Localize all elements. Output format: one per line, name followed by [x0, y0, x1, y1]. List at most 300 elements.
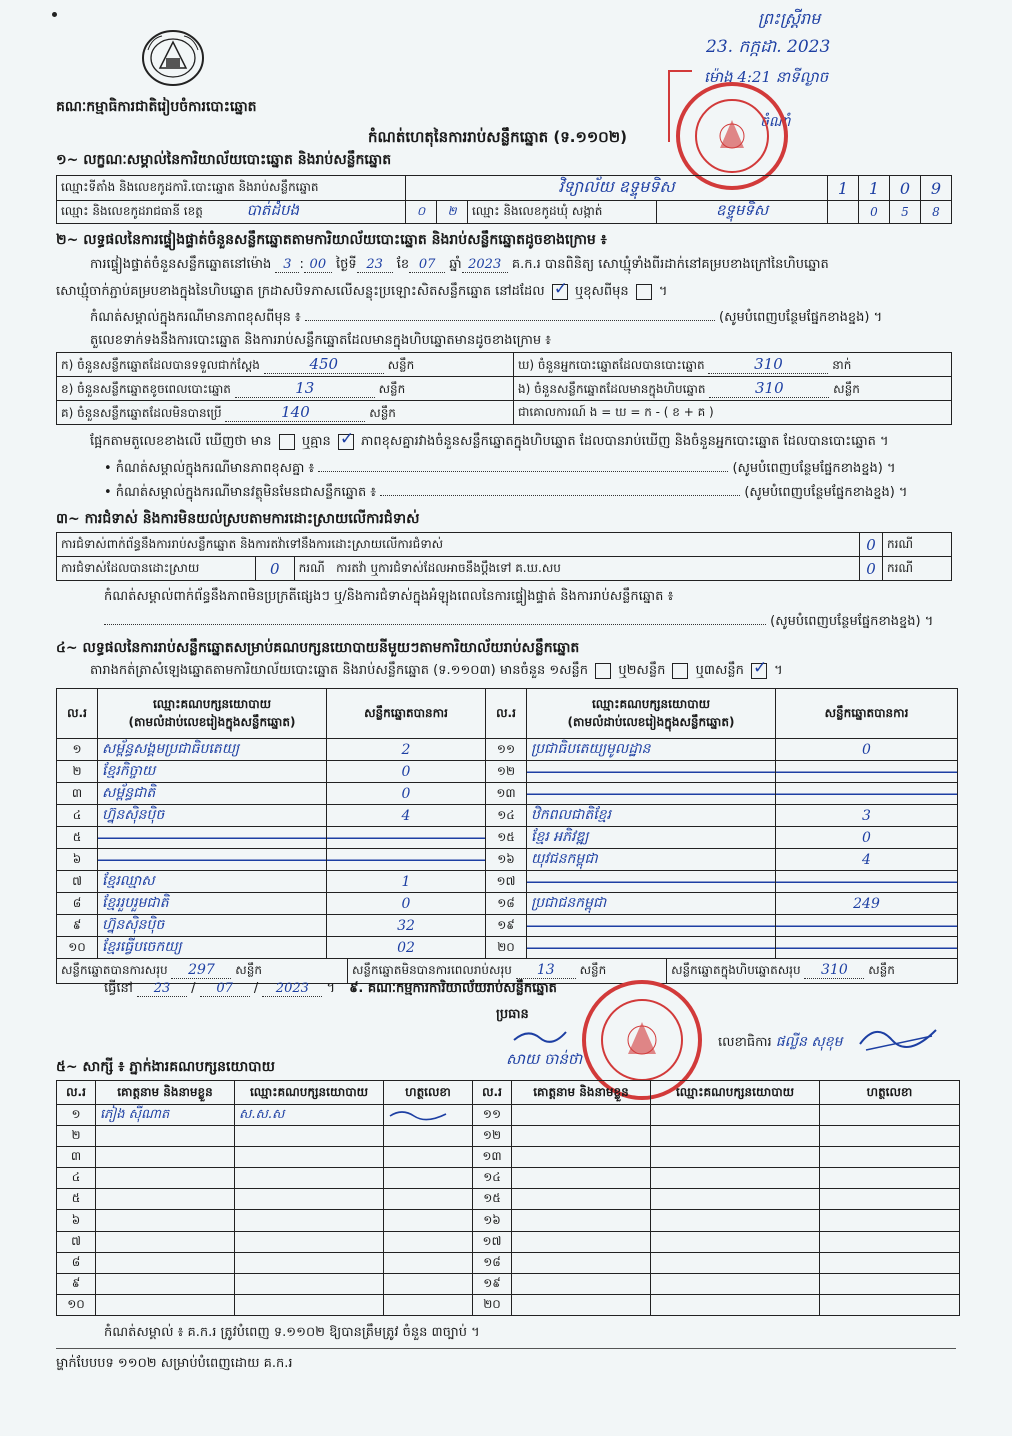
witness-left-party — [235, 1126, 384, 1147]
tally-gh — [514, 353, 952, 377]
results-right-no: ១៤ — [486, 805, 527, 827]
results-row — [57, 805, 958, 827]
results-right-no: ១២ — [486, 761, 527, 783]
hw-name-top: ចំណាំ — [760, 114, 791, 130]
objection-r1-unit: ករណី — [883, 533, 952, 557]
results-right-no: ១៩ — [486, 915, 527, 937]
results-left-votes: 1 — [327, 871, 486, 893]
results-col-party-left — [98, 689, 327, 739]
witness-col-name-right: គោត្តនាម និងនាមខ្លួន — [512, 1081, 651, 1105]
results-party-title-right: ឈ្មោះគណបក្សនយោបាយ — [591, 696, 711, 711]
witness-right-sign — [820, 1252, 960, 1273]
ng-value: 310 — [709, 379, 829, 398]
tally-kh — [57, 377, 514, 401]
results-right-votes — [776, 761, 958, 783]
p1-text-b: គ.ក.រ បានពិនិត្យ សោឃ្មុំទាំងពីរដាក់នៅគម្របខាងក្រៅនៃហិបឆ្នោត — [511, 257, 829, 272]
section1-table — [56, 175, 952, 224]
results-left-votes: 32 — [327, 915, 486, 937]
witness-left-no: ៧ — [57, 1231, 96, 1252]
results-right-party: ប្រជាជនកម្ពុជា — [527, 893, 776, 915]
results-left-party: សម្ព័ន្ធសង្គមប្រជាធិបតេយ្យ — [98, 739, 327, 761]
results-left-party: ខ្មែររួបរួមជាតិ — [98, 893, 327, 915]
province-code-1: ០ — [406, 201, 437, 224]
witness-left-sign — [384, 1105, 473, 1126]
witness-right-sign — [820, 1210, 960, 1231]
tally-ko — [57, 401, 514, 425]
witness-row — [57, 1294, 960, 1315]
year-value: 2023 — [462, 257, 508, 273]
commune-code-3: 8 — [921, 201, 952, 224]
witness-col-party-right: ឈ្មោះគណបក្សនយោបាយ — [651, 1081, 820, 1105]
results-left-votes — [327, 827, 486, 849]
witness-left-name — [96, 1252, 235, 1273]
province-code-2: ២ — [437, 201, 468, 224]
results-left-no: ៨ — [57, 893, 98, 915]
witness-left-name — [96, 1147, 235, 1168]
results-left-votes: 2 — [327, 739, 486, 761]
hw-time-top: ម៉ោង 4:21 នាទីល្ងាច — [704, 68, 829, 86]
kh-unit: សន្លឹក — [378, 381, 406, 396]
results-left-party: ខ្មែរកិច្ចាយ — [98, 761, 327, 783]
section3-note — [104, 588, 960, 607]
results-left-party: ហ្វ៊ុនស៊ិនប៉ិច — [98, 805, 327, 827]
objection-r2-value: 0 — [256, 557, 295, 581]
witness-left-no: ៥ — [57, 1189, 96, 1210]
venue-value: វិទ្យាល័យ ឧទ្ទុមទិស — [406, 176, 828, 201]
witness-left-no: ៩ — [57, 1273, 96, 1294]
witness-left-party — [235, 1252, 384, 1273]
total-box — [667, 959, 957, 983]
org-name: គណៈកម្មាធិការជាតិរៀបចំការបោះឆ្នោត — [56, 99, 257, 115]
results-right-party: ឋិកពលជាតិខ្មែរ — [527, 805, 776, 827]
witness-left-sign — [384, 1126, 473, 1147]
witness-signature — [388, 1106, 448, 1122]
witness-row — [57, 1168, 960, 1189]
witness-right-party — [651, 1231, 820, 1252]
witness-left-sign — [384, 1147, 473, 1168]
witness-right-sign — [820, 1231, 960, 1252]
section4-title: ៤~ លទ្ធផលនៃការរាប់សន្លឹកឆ្នោតសម្រាប់គណបក្សនយោបាយនីមួយៗតាមការិយាល័យរាប់សន្លឹកឆ្នោត — [56, 640, 580, 656]
ko-unit: សន្លឹក — [369, 405, 396, 420]
day-label: ថ្ងៃទី — [335, 257, 357, 272]
commune-label: ឈ្មោះ និងលេខកូដឃុំ សង្កាត់ — [468, 201, 657, 224]
results-left-no: ៤ — [57, 805, 98, 827]
results-row — [57, 783, 958, 805]
p3-text: កំណត់សម្គាល់ក្នុងករណីមានភាពខុសពីមុន ៖ — [90, 310, 301, 325]
hw-date-top: 23. កក្កដា. 2023 — [706, 37, 831, 57]
witness-right-no: ១២ — [473, 1126, 512, 1147]
b2-please-fill: (សូមបំពេញបន្ថែមផ្នែកខាងខ្នង) ។ — [744, 485, 908, 500]
witness-right-name — [512, 1168, 651, 1189]
sheet-2-checkbox[interactable] — [672, 663, 688, 679]
witness-right-name — [512, 1147, 651, 1168]
gh-unit: នាក់ — [832, 357, 852, 372]
witness-right-name — [512, 1294, 651, 1315]
ng-unit: សន្លឹក — [833, 381, 860, 396]
president-label: ប្រធាន — [496, 1007, 529, 1022]
witness-left-sign — [384, 1294, 473, 1315]
witness-right-name — [512, 1210, 651, 1231]
venue-label: ឈ្មោះទីតាំង និងលេខកូដការិ.បោះឆ្នោត និងរាប់សន្លឹកឆ្នោត — [57, 176, 406, 201]
witness-right-name — [512, 1105, 651, 1126]
kh-value: 13 — [235, 379, 375, 398]
has-difference-checkbox[interactable] — [279, 434, 295, 450]
results-row — [57, 937, 958, 959]
witness-right-party — [651, 1105, 820, 1126]
results-party-title-left: ឈ្មោះគណបក្សនយោបាយ — [152, 696, 272, 711]
k-unit: សន្លឹក — [387, 357, 415, 372]
witness-right-party — [651, 1273, 820, 1294]
witness-right-sign — [820, 1126, 960, 1147]
witness-right-party — [651, 1294, 820, 1315]
gh-value: 310 — [708, 355, 828, 374]
results-right-party — [527, 915, 776, 937]
section2-p5 — [90, 433, 960, 452]
witness-left-party — [235, 1231, 384, 1252]
witness-right-party — [651, 1126, 820, 1147]
results-row — [57, 739, 958, 761]
results-left-no: ៣ — [57, 783, 98, 805]
b2-text: • កំណត់សម្គាល់ក្នុងករណីមានវត្ថុមិនមែនជាសន្លឹកឆ្នោត ៖ — [104, 485, 377, 500]
venue-code-1: 1 — [828, 176, 859, 201]
results-right-votes — [776, 937, 958, 959]
witness-col-name-left: គោត្តនាម និងនាមខ្លួន — [96, 1081, 235, 1105]
results-right-votes — [776, 783, 958, 805]
witness-left-party — [235, 1168, 384, 1189]
results-right-votes: 249 — [776, 893, 958, 915]
section2-p1: ការផ្ទៀងផ្ទាត់ចំនួនសន្លឹកឆ្នោតនៅម៉ោង 3 : 00 ថ្ងៃទី 23 ខែ 07 ឆ្នាំ 2023 គ.ក.រ បានពិនិត្យ សោឃ្មុំទាំងពីរដាក់នៅគម្របខាងក្រៅនៃហិបឆ្នោត — [90, 257, 829, 272]
hw-note-top: ព្រះស្រ្តីរាម — [758, 9, 821, 28]
sheet-3-label: ឬ៣សន្លឹក — [695, 663, 744, 678]
form-title: កំណត់ហេតុនៃការរាប់សន្លឹកឆ្នោត (ទ.១១០២) — [368, 128, 628, 146]
witness-left-name — [96, 1189, 235, 1210]
witness-row — [57, 1189, 960, 1210]
witness-row — [57, 1231, 960, 1252]
witness-left-sign — [384, 1231, 473, 1252]
venue-code-4: 9 — [921, 176, 952, 201]
witness-left-party — [235, 1294, 384, 1315]
witness-col-sign-right: ហត្ថលេខា — [820, 1081, 960, 1105]
witness-right-name — [512, 1252, 651, 1273]
total-box-unit: សន្លឹក — [868, 963, 895, 977]
witness-right-sign — [820, 1147, 960, 1168]
tally-table — [56, 352, 952, 425]
date-month: 07 — [200, 981, 250, 997]
section3-title: ៣~ ការជំទាស់ និងការមិនយល់ស្របតាមការដោះស្រាយលើការជំទាស់ — [56, 511, 420, 527]
witness-left-party — [235, 1189, 384, 1210]
emblem-icon — [140, 28, 206, 88]
results-left-votes: 0 — [327, 783, 486, 805]
results-left-party: ខ្មែរធ្វើបចេកយ្យ — [98, 937, 327, 959]
total-invalid-unit: សន្លឹក — [579, 963, 607, 977]
results-right-no: ១៦ — [486, 849, 527, 871]
results-left-votes: 0 — [327, 761, 486, 783]
results-left-party — [98, 827, 327, 849]
ko-label: គ) ចំនួនសន្លឹកឆ្នោតដែលមិនបានប្រើ — [61, 405, 222, 420]
witness-right-sign — [820, 1273, 960, 1294]
witness-left-sign — [384, 1210, 473, 1231]
witness-right-no: ២០ — [473, 1294, 512, 1315]
witness-row — [57, 1126, 960, 1147]
objection-r1-label: ការជំទាស់ពាក់ព័ន្ធនឹងការរាប់សន្លឹកឆ្នោត និងការតវ៉ាទៅនឹងការដោះស្រាយលើការជំទាស់ — [57, 533, 860, 557]
witness-left-party: ស.ស.ស — [235, 1105, 384, 1126]
year-label: ឆ្នាំ — [449, 257, 462, 272]
section5-title: ៥~ សាក្សី ៖ ភ្នាក់ងារគណបក្សនយោបាយ — [56, 1059, 275, 1075]
time-min: 00 — [304, 257, 332, 273]
total-box-label: សន្លឹកឆ្នោតក្នុងហិបឆ្នោតសរុប — [671, 963, 801, 977]
results-left-no: ៩ — [57, 915, 98, 937]
witness-left-sign — [384, 1168, 473, 1189]
results-right-party — [527, 937, 776, 959]
witness-right-name — [512, 1189, 651, 1210]
results-right-no: ១៨ — [486, 893, 527, 915]
witness-right-name — [512, 1126, 651, 1147]
sheet-2-label: ឬ២សន្លឹក — [618, 663, 666, 678]
results-col-no-right: ល.រ — [486, 689, 527, 739]
witness-right-sign — [820, 1105, 960, 1126]
president-signature — [510, 1024, 570, 1048]
b1-text: • កំណត់សម្គាល់ក្នុងករណីមានភាពខុសគ្នា ៖ — [104, 461, 315, 476]
witness-left-no: ៦ — [57, 1210, 96, 1231]
results-right-votes: 4 — [776, 849, 958, 871]
total-valid-value: 297 — [171, 962, 231, 979]
witness-right-no: ១៨ — [473, 1252, 512, 1273]
section2-p3 — [90, 309, 952, 328]
results-left-party: ហ្វ៊ុនស៊ិនប៉ិច — [98, 915, 327, 937]
results-col-party-right — [527, 689, 776, 739]
total-invalid-label: សន្លឹកឆ្នោតមិនបានការពេលរាប់សរុប — [351, 963, 512, 977]
witness-left-no: ១ — [57, 1105, 96, 1126]
witness-left-no: ៤ — [57, 1168, 96, 1189]
results-right-party: ខ្មែរ អភិវឌ្ឍ — [527, 827, 776, 849]
results-left-party: ខ្មែរឈ្មាស — [98, 871, 327, 893]
total-invalid-value: 13 — [516, 962, 576, 979]
k-label: ក) ចំនួនសន្លឹកឆ្នោតដែលបានទទួលជាក់ស្តែង — [61, 357, 260, 372]
results-right-no: ១១ — [486, 739, 527, 761]
objection-r2b-text: ការតវ៉ា ឬការជំទាស់ដែលអាចនឹងប្តឹងទៅ គ.ឃ.សប — [336, 560, 561, 575]
witness-left-name — [96, 1126, 235, 1147]
witness-right-party — [651, 1168, 820, 1189]
official-stamp-top — [676, 82, 791, 190]
month-value: 07 — [409, 257, 445, 273]
b1-please-fill: (សូមបំពេញបន្ថែមផ្នែកខាងខ្នង) ។ — [732, 461, 896, 476]
witness-right-no: ១៣ — [473, 1147, 512, 1168]
total-valid-unit: សន្លឹក — [235, 963, 262, 977]
witness-left-no: ៣ — [57, 1147, 96, 1168]
footer-text: ម្ហាក់បែបបទ ១១០២ សម្រាប់បំពេញដោយ គ.ក.រ — [56, 1356, 293, 1371]
witness-left-sign — [384, 1189, 473, 1210]
results-row — [57, 871, 958, 893]
witness-left-name — [96, 1210, 235, 1231]
p3-please-fill: (សូមបំពេញបន្ថែមផ្នែកខាងខ្នង) ។ — [719, 310, 883, 325]
results-left-no: ៧ — [57, 871, 98, 893]
different-checkbox[interactable] — [636, 284, 652, 300]
results-right-party — [527, 783, 776, 805]
objection-r2-unit: ករណី — [298, 560, 325, 575]
province-value: បាត់ដំបង — [246, 201, 300, 219]
date-day: 23 — [137, 981, 187, 997]
objection-r2b-value: 0 — [860, 557, 883, 581]
tally-k — [57, 353, 514, 377]
results-right-votes: 3 — [776, 805, 958, 827]
witness-left-no: ១០ — [57, 1294, 96, 1315]
results-party-sub-left: (តាមលំដាប់លេខរៀងក្នុងសន្លឹកឆ្នោត) — [128, 714, 296, 729]
witness-right-party — [651, 1189, 820, 1210]
results-right-party: ប្រជាធិបតេយ្យមូលដ្ឋាន — [527, 739, 776, 761]
results-right-party: យុវជនកម្ពុជា — [527, 849, 776, 871]
province-label-text: ឈ្មោះ និងលេខកូដរាជធានី ខេត្ត — [61, 204, 203, 218]
same-checkbox[interactable] — [552, 284, 568, 300]
venue-code-2: 1 — [859, 176, 890, 201]
day-value: 23 — [357, 257, 393, 273]
witness-right-no: ១៩ — [473, 1273, 512, 1294]
section2-title: ២~ លទ្ធផលនៃការផ្ទៀងផ្ទាត់ចំនួនសន្លឹកឆ្នោតតាមការិយាល័យបោះឆ្នោត និងរាប់សន្លឹកឆ្នោតដូចខាងក្រោម ៖ — [56, 232, 607, 248]
witness-right-sign — [820, 1189, 960, 1210]
results-left-no: ១០ — [57, 937, 98, 959]
p2-text: សោឃ្មុំចាក់ភ្ជាប់គម្របខាងក្នុងនៃហិបឆ្នោត ក្រដាសបិទភាសលើសន្លុះប្រឡោះសិតសន្លឹកឆ្នោត នៅដដែល — [56, 284, 545, 299]
section2-p4: តួលេខទាក់ទងនឹងការបោះឆ្នោត និងការរាប់សន្លឹកឆ្នោតដែលមានក្នុងហិបឆ្នោតមានដូចខាងក្រោម ៖ — [90, 333, 551, 348]
time-hour: 3 — [275, 257, 299, 273]
results-col-no-left: ល.រ — [57, 689, 98, 739]
p5-text-a: ផ្អែកតាមតួលេខខាងលើ ឃើញថា មាន — [90, 434, 272, 449]
section5-note: កំណត់សម្គាល់ ៖ គ.ក.រ ត្រូវបំពេញ ទ.១១០២ ឱ្យបានត្រឹមត្រូវ ចំនួន ៣ច្បាប់ ។ — [104, 1325, 480, 1340]
witness-right-party — [651, 1210, 820, 1231]
secretary-label: លេខាធិការ — [718, 1035, 772, 1050]
results-left-votes: 02 — [327, 937, 486, 959]
witness-row — [57, 1273, 960, 1294]
objection-r1-value: 0 — [860, 533, 883, 557]
results-left-party — [98, 849, 327, 871]
witness-col-no-right: ល.រ — [473, 1081, 512, 1105]
witness-right-name — [512, 1231, 651, 1252]
results-party-sub-right: (តាមលំដាប់លេខរៀងក្នុងសន្លឹកឆ្នោត) — [567, 714, 735, 729]
results-right-no: ១៥ — [486, 827, 527, 849]
witness-right-name — [512, 1273, 651, 1294]
section1-title: ១~ លក្ខណៈសម្គាល់នៃការិយាល័យបោះឆ្នោត និងរាប់សន្លឹកឆ្នោត — [56, 152, 392, 168]
tally-ng — [514, 377, 952, 401]
results-left-party: សម្ព័ន្ធជាតិ — [98, 783, 327, 805]
results-right-no: ២០ — [486, 937, 527, 959]
section3-note-line — [104, 613, 964, 632]
results-left-no: ៥ — [57, 827, 98, 849]
witness-right-no: ១៥ — [473, 1189, 512, 1210]
results-right-party — [527, 761, 776, 783]
witness-left-party — [235, 1210, 384, 1231]
commune-value: ឧទ្ទុមទិស — [657, 201, 828, 224]
results-right-votes — [776, 915, 958, 937]
section2-b1 — [104, 460, 954, 479]
p5-text-c: ភាពខុសគ្នារវាងចំនួនសន្លឹកឆ្នោតក្នុងហិបឆ្នោត ដែលបានរាប់ឃើញ និងចំនួនអ្នកបោះឆ្នោត ដែលបានបោះឆ្នោត ។ — [361, 434, 889, 449]
witness-right-no: ១៤ — [473, 1168, 512, 1189]
results-right-no: ១៣ — [486, 783, 527, 805]
gh-label: ឃ) ចំនួនអ្នកបោះឆ្នោតដែលបានបោះឆ្នោត — [518, 357, 705, 372]
president-name: សាយ ចាន់ថា — [506, 1050, 583, 1068]
witness-left-no: ៨ — [57, 1252, 96, 1273]
section4-intro: តារាងកត់ត្រាសំឡេងឆ្នោតតាមការិយាល័យបោះឆ្នោត និងរាប់សន្លឹកឆ្នោត (ទ.១១០៣) មានចំនួន ១សន្លឹក ឬ២សន្លឹក ឬ៣សន្លឹក ✓ ។ — [90, 662, 783, 681]
results-col-votes-left: សន្លឹកឆ្នោតបានការ — [327, 689, 486, 739]
witness-left-sign — [384, 1273, 473, 1294]
results-row — [57, 827, 958, 849]
witness-right-sign — [820, 1168, 960, 1189]
date-year: 2023 — [262, 981, 322, 997]
tally-formula: ជាគោលការណ៍ ង = ឃ = ក - ( ខ + គ ) — [514, 401, 952, 425]
witness-col-party-left: ឈ្មោះគណបក្សនយោបាយ — [235, 1081, 384, 1105]
results-row — [57, 849, 958, 871]
commune-code-2: 5 — [890, 201, 921, 224]
witness-col-sign-left: ហត្ថលេខា — [384, 1081, 473, 1105]
witness-left-party — [235, 1147, 384, 1168]
results-row — [57, 893, 958, 915]
section3-please-fill: (សូមបំពេញបន្ថែមផ្នែកខាងខ្នង) ។ — [770, 614, 934, 629]
results-right-votes: 0 — [776, 739, 958, 761]
witness-right-sign — [820, 1294, 960, 1315]
no-difference-checkbox[interactable] — [338, 434, 354, 450]
witness-col-no-left: ល.រ — [57, 1081, 96, 1105]
witness-row — [57, 1210, 960, 1231]
ng-label: ង) ចំនួនសន្លឹកឆ្នោតដែលមានក្នុងហិបឆ្នោត — [518, 381, 706, 396]
k-value: 450 — [264, 355, 384, 374]
results-table — [56, 688, 958, 984]
witness-left-no: ២ — [57, 1126, 96, 1147]
witness-row — [57, 1105, 960, 1126]
results-left-votes: 4 — [327, 805, 486, 827]
witness-row — [57, 1147, 960, 1168]
witness-table — [56, 1080, 960, 1316]
witness-left-party — [235, 1273, 384, 1294]
witness-left-name: ភៀង ស៊ីណាត — [96, 1105, 235, 1126]
total-valid-label: សន្លឹកឆ្នោតបានការសរុប — [61, 963, 168, 977]
results-left-votes: 0 — [327, 893, 486, 915]
witness-left-name — [96, 1168, 235, 1189]
commune-code-1: 0 — [859, 201, 890, 224]
objection-table — [56, 532, 952, 581]
witness-right-party — [651, 1147, 820, 1168]
witness-left-name — [96, 1273, 235, 1294]
results-col-votes-right: សន្លឹកឆ្នោតបានការ — [776, 689, 958, 739]
results-right-party — [527, 871, 776, 893]
sheet-1-checkbox[interactable] — [595, 663, 611, 679]
sheet-3-checkbox[interactable] — [751, 663, 767, 679]
results-right-votes — [776, 871, 958, 893]
month-label: ខែ — [396, 257, 410, 272]
objection-r2b-label — [294, 557, 859, 581]
sig-org: ៩. គណៈកម្មការការិយាល័យរាប់សន្លឹកឆ្នោត — [349, 981, 557, 996]
p5-text-b: ឬគ្មាន — [301, 434, 331, 449]
section2-b2 — [104, 484, 954, 503]
results-right-no: ១៧ — [486, 871, 527, 893]
witness-right-party — [651, 1252, 820, 1273]
witness-right-no: ១៦ — [473, 1210, 512, 1231]
results-right-votes: 0 — [776, 827, 958, 849]
witness-left-sign — [384, 1252, 473, 1273]
witness-row — [57, 1252, 960, 1273]
results-left-votes — [327, 849, 486, 871]
results-left-no: ៦ — [57, 849, 98, 871]
results-left-no: ២ — [57, 761, 98, 783]
secretary-line — [718, 1032, 842, 1053]
witness-right-no: ១៧ — [473, 1231, 512, 1252]
corner-dot — [52, 12, 57, 17]
province-label — [57, 201, 406, 224]
p1-text-a: ការផ្ទៀងផ្ទាត់ចំនួនសន្លឹកឆ្នោតនៅម៉ោង — [90, 257, 272, 272]
date-line: ធ្វើនៅ 23 / 07 / 2023 ។ ៩. គណៈកម្មការការិយាល័យរាប់សន្លឹកឆ្នោត — [104, 981, 557, 996]
p2-or-text: ឬខុសពីមុន — [574, 284, 629, 299]
results-row — [57, 915, 958, 937]
date-label: ធ្វើនៅ — [104, 981, 133, 996]
ko-value: 140 — [225, 403, 365, 422]
objection-r2b-unit: ករណី — [883, 557, 952, 581]
total-box-value: 310 — [804, 962, 864, 979]
